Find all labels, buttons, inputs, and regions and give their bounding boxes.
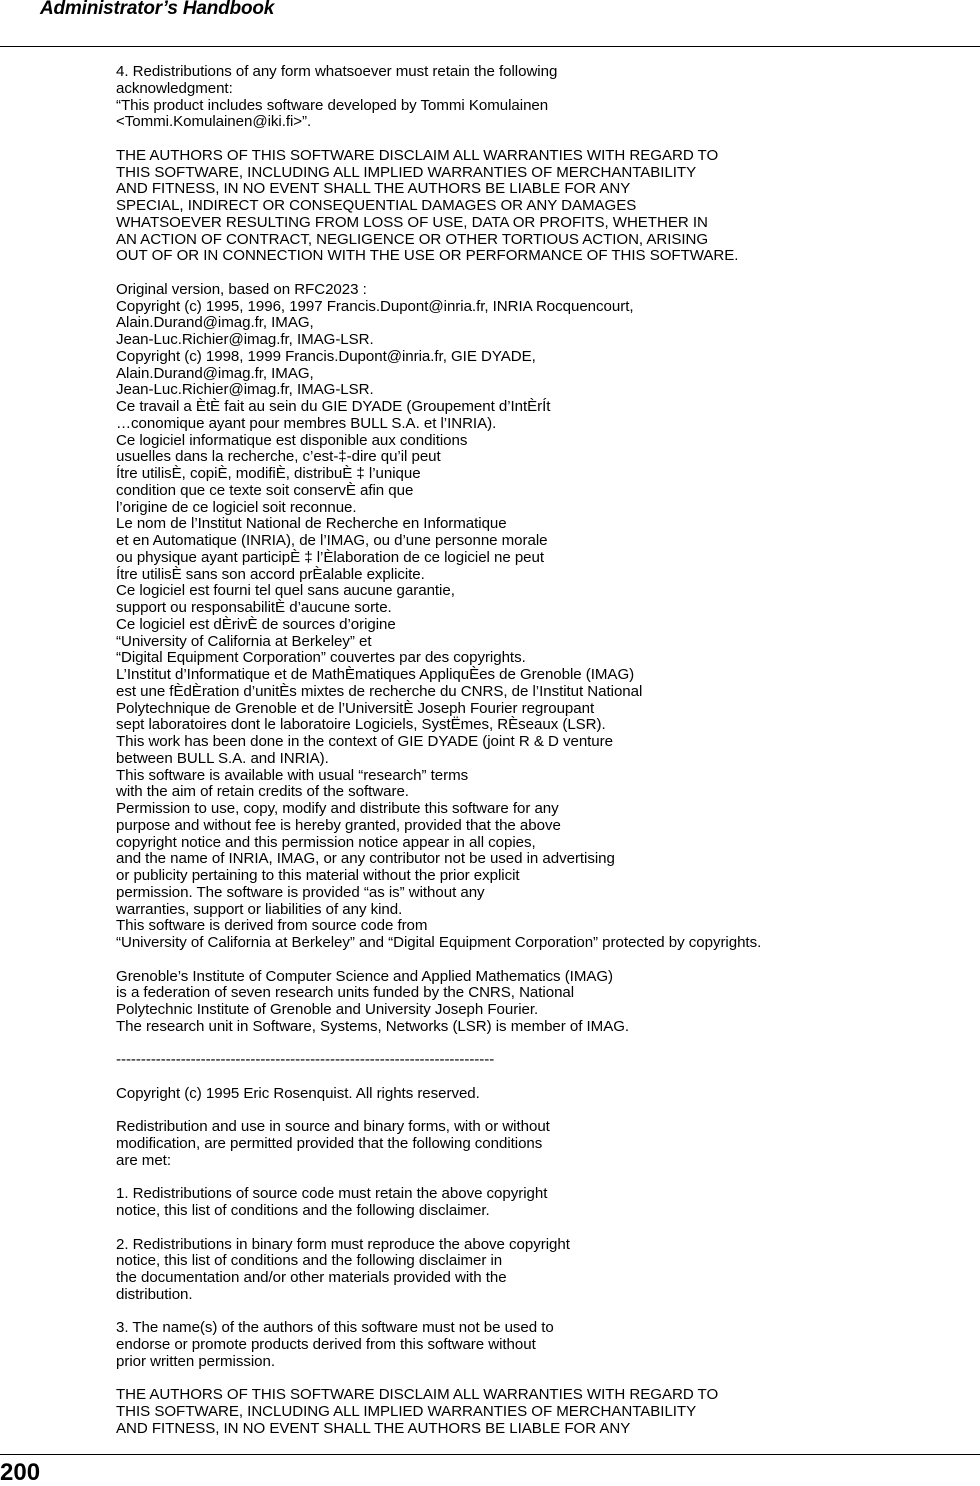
text-line: with the aim of retain credits of the software.: [116, 783, 409, 801]
text-line: This software is derived from source code from: [116, 917, 428, 935]
text-line: Polytechnic Institute of Grenoble and University Joseph Fourier.: [116, 1001, 539, 1018]
text-line: THIS SOFTWARE, INCLUDING ALL IMPLIED WARRANTIES OF MERCHANTABILITY: [116, 1403, 697, 1420]
text-line: Jean-Luc.Richier@imag.fr, IMAG-LSR.: [116, 331, 374, 348]
text-line: 4. Redistributions of any form whatsoever must retain the following: [116, 63, 558, 80]
text-line: between BULL S.A. and INRIA).: [116, 749, 329, 767]
text-line: or publicity pertaining to this material without the prior explicit: [116, 867, 520, 884]
text-line: Ce logiciel est dÈrivÈ de sources d’origine: [116, 615, 396, 633]
text-line: SPECIAL, INDIRECT OR CONSEQUENTIAL DAMAGES OR ANY DAMAGES: [116, 197, 637, 214]
text-line: “University of California at Berkeley” and “Digital Equipment Corporation” protected by copyrights.: [116, 934, 762, 951]
text-line: AN ACTION OF CONTRACT, NEGLIGENCE OR OTHER TORTIOUS ACTION, ARISING: [116, 230, 709, 248]
text-line: Permission to use, copy, modify and distribute this software for any: [116, 800, 559, 817]
header-rule: [0, 46, 980, 47]
text-line: Redistribution and use in source and binary forms, with or without: [116, 1118, 550, 1136]
blank-line: [116, 1069, 876, 1086]
text-line: “This product includes software developed by Tommi Komulainen: [116, 96, 549, 114]
text-line: AND FITNESS, IN NO EVENT SHALL THE AUTHORS BE LIABLE FOR ANY: [116, 180, 631, 198]
text-line: acknowledgment:: [116, 79, 233, 97]
text-line: ----------------------------------------------------------------------------: [116, 1051, 495, 1069]
text-line: is a federation of seven research units funded by the CNRS, National: [116, 984, 575, 1002]
text-line: Original version, based on RFC2023 :: [116, 280, 367, 298]
running-header-title: Administrator’s Handbook: [40, 0, 275, 19]
blank-line: [116, 265, 876, 282]
text-line: Alain.Durand@imag.fr, IMAG,: [116, 314, 314, 332]
text-line: 1. Redistributions of source code must retain the above copyright: [116, 1185, 548, 1203]
text-line: Ce travail a ÈtÈ fait au sein du GIE DYADE (Groupement d’IntÈrÍt: [116, 398, 551, 415]
text-line: Ítre utilisÈ sans son accord prÈalable explicite.: [116, 565, 425, 583]
text-line: are met:: [116, 1151, 171, 1169]
text-line: et en Automatique (INRIA), de l’IMAG, ou d’une personne morale: [116, 532, 548, 549]
text-line: OUT OF OR IN CONNECTION WITH THE USE OR PERFORMANCE OF THIS SOFTWARE.: [116, 247, 739, 265]
blank-line: [116, 1371, 876, 1388]
text-line: Jean-Luc.Richier@imag.fr, IMAG-LSR.: [116, 381, 374, 399]
text-line: purpose and without fee is hereby granted, provided that the above: [116, 816, 561, 834]
blank-line: [116, 1036, 876, 1053]
text-line: condition que ce texte soit conservÈ afin que: [116, 481, 414, 499]
text-line: ou physique ayant participÈ ‡ l’Èlaboration de ce logiciel ne peut: [116, 548, 544, 566]
blank-line: [116, 952, 876, 969]
blank-line: [116, 131, 876, 148]
text-line: and the name of INRIA, IMAG, or any contributor not be used in advertising: [116, 850, 615, 868]
text-line: THE AUTHORS OF THIS SOFTWARE DISCLAIM ALL WARRANTIES WITH REGARD TO: [116, 146, 719, 164]
text-line: Le nom de l’Institut National de Recherche en Informatique: [116, 515, 507, 533]
text-line: This software is available with usual “research” terms: [116, 766, 469, 784]
text-line: Copyright (c) 1995 Eric Rosenquist. All rights reserved.: [116, 1084, 480, 1102]
text-line: notice, this list of conditions and the following disclaimer.: [116, 1202, 490, 1219]
text-line: copyright notice and this permission notice appear in all copies,: [116, 833, 536, 851]
text-line: THE AUTHORS OF THIS SOFTWARE DISCLAIM ALL WARRANTIES WITH REGARD TO: [116, 1386, 719, 1404]
text-line: “Digital Equipment Corporation” couvertes par des copyrights.: [116, 649, 526, 667]
text-line: AND FITNESS, IN NO EVENT SHALL THE AUTHORS BE LIABLE FOR ANY: [116, 1419, 631, 1437]
text-line: <Tommi.Komulainen@iki.fi>”.: [116, 113, 312, 131]
text-line: Ítre utilisÈ, copiÈ, modifiÈ, distribuÈ ‡ l’unique: [116, 465, 421, 482]
text-line: The research unit in Software, Systems, Networks (LSR) is member of IMAG.: [116, 1017, 630, 1035]
text-line: prior written permission.: [116, 1352, 275, 1370]
text-line: THIS SOFTWARE, INCLUDING ALL IMPLIED WARRANTIES OF MERCHANTABILITY: [116, 163, 697, 181]
text-line: endorse or promote products derived from this software without: [116, 1336, 536, 1353]
text-line: 2. Redistributions in binary form must reproduce the above copyright: [116, 1235, 570, 1253]
text-line: WHATSOEVER RESULTING FROM LOSS OF USE, DATA OR PROFITS, WHETHER IN: [116, 213, 708, 231]
blank-line: [116, 1170, 876, 1187]
text-line: the documentation and/or other materials provided with the: [116, 1269, 507, 1286]
text-line: This work has been done in the context of GIE DYADE (joint R & D venture: [116, 733, 613, 750]
license-text-body: [116, 64, 876, 1438]
text-line: 3. The name(s) of the authors of this software must not be used to: [116, 1319, 554, 1337]
footer-rule: [0, 1454, 980, 1455]
text-line: notice, this list of conditions and the following disclaimer in: [116, 1252, 503, 1270]
text-line: permission. The software is provided “as is” without any: [116, 883, 485, 901]
text-line: Ce logiciel est fourni tel quel sans aucune garantie,: [116, 582, 455, 600]
text-line: support ou responsabilitÈ d’aucune sorte.: [116, 599, 392, 616]
text-line: usuelles dans la recherche, c’est-‡-dire qu’il peut: [116, 448, 441, 466]
text-line: Ce logiciel informatique est disponible aux conditions: [116, 431, 468, 449]
text-line: Copyright (c) 1998, 1999 Francis.Dupont@inria.fr, GIE DYADE,: [116, 347, 536, 365]
blank-line: [116, 1304, 876, 1321]
text-line: Copyright (c) 1995, 1996, 1997 Francis.Dupont@inria.fr, INRIA Rocquencourt,: [116, 297, 634, 315]
text-line: distribution.: [116, 1285, 193, 1303]
text-line: modification, are permitted provided that the following conditions: [116, 1135, 543, 1152]
text-line: …conomique ayant pour membres BULL S.A. et l’INRIA).: [116, 414, 497, 432]
text-line: warranties, support or liabilities of any kind.: [116, 900, 403, 918]
text-line: Alain.Durand@imag.fr, IMAG,: [116, 364, 314, 382]
blank-line: [116, 1103, 876, 1120]
page-number: 200: [0, 1459, 41, 1486]
text-line: “University of California at Berkeley” et: [116, 632, 372, 650]
text-line: Grenoble’s Institute of Computer Science and Applied Mathematics (IMAG): [116, 967, 614, 985]
text-line: sept laboratoires dont le laboratoire Logiciels, SystËmes, RÈseaux (LSR).: [116, 716, 606, 734]
text-line: est une fÈdÈration d’unitÈs mixtes de recherche du CNRS, de l’Institut National: [116, 682, 643, 700]
blank-line: [116, 1220, 876, 1237]
text-line: l’origine de ce logiciel soit reconnue.: [116, 498, 357, 516]
text-line: L’Institut d’Informatique et de MathÈmatiques AppliquÈes de Grenoble (IMAG): [116, 666, 635, 683]
text-line: Polytechnique de Grenoble et de l’UniversitÈ Joseph Fourier regroupant: [116, 699, 595, 717]
